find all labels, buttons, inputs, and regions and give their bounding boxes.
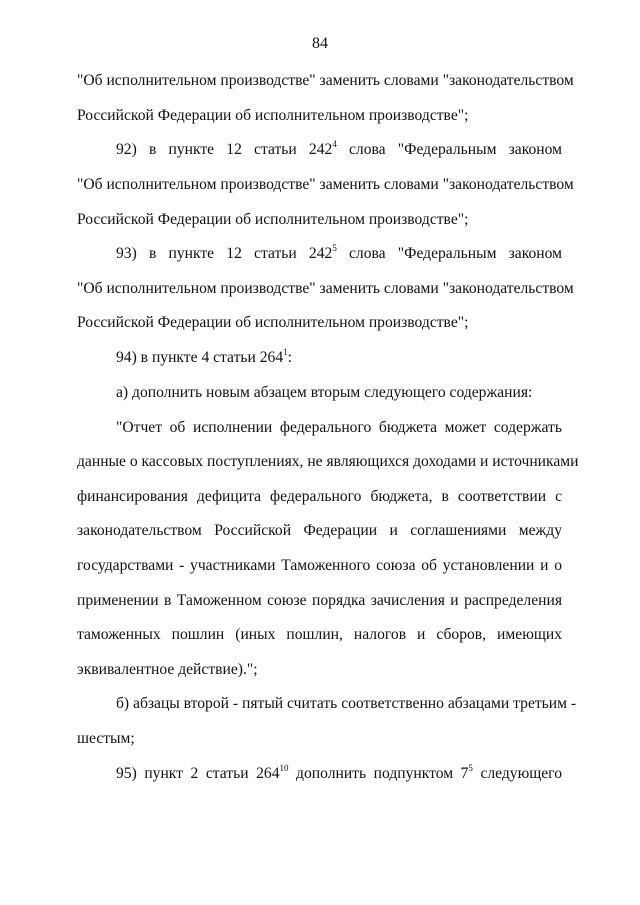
text-span: б) абзацы второй - пятый считать соответственно абзацами третьим - (116, 695, 577, 712)
text-line (77, 626, 562, 644)
text-span: Российской Федерации об исполнительном производстве"; (77, 107, 469, 124)
text-span: финансирования дефицита федерального бюджета, в соответствии с (77, 488, 562, 505)
text-span: 95) пункт 2 статьи $264^{10}$ дополнить подпунктом $7^5$ следующего (116, 762, 562, 782)
text-line (77, 730, 562, 748)
text-line (116, 695, 577, 713)
text-line (77, 280, 574, 298)
text-span: государствами - участниками Таможенного союза об установлении и о (77, 557, 562, 574)
text-line (77, 453, 579, 471)
text-span: данные о кассовых поступлениях, не являющихся доходами и источниками (77, 453, 579, 470)
text-line (77, 592, 562, 610)
superscript: 1 (283, 346, 288, 357)
text-line: 94) в пункте 4 статьи $264^1$: (116, 346, 292, 366)
text-line (77, 176, 574, 194)
text-line (77, 557, 562, 575)
text-line (77, 522, 562, 540)
text-span: "Отчет об исполнении федерального бюджета может содержать (116, 419, 562, 436)
text-line (77, 314, 562, 332)
text-line (116, 138, 563, 159)
text-span: таможенных пошлин (иных пошлин, налогов и сборов, имеющих (77, 626, 562, 643)
text-span: "Об исполнительном производстве" заменить словами "законодательством (77, 176, 574, 193)
text-span: эквивалентное действие)."; (77, 661, 258, 678)
page-number: 84 (312, 35, 328, 52)
text-line (77, 211, 562, 229)
text-span: 93) в пункте 12 статьи $242^5$ слова "Федеральным законом (116, 242, 563, 262)
text-line (77, 488, 562, 506)
text-line (116, 384, 562, 402)
text-line (77, 72, 574, 90)
superscript: 10 (279, 762, 289, 773)
text-span: законодательством Российской Федерации и соглашениями между (77, 522, 562, 539)
text-line (116, 419, 562, 437)
text-span: "Об исполнительном производстве" заменить словами "законодательством (77, 72, 574, 89)
superscript: 5 (332, 242, 337, 253)
text-line (116, 242, 563, 263)
text-span: "Об исполнительном производстве" заменить словами "законодательством (77, 280, 574, 297)
text-span: 92) в пункте 12 статьи $242^4$ слова "Федеральным законом (116, 138, 563, 158)
text-span: применении в Таможенном союзе порядка зачисления и распределения (77, 592, 562, 609)
text-span: а) дополнить новым абзацем вторым следующего содержания: (116, 384, 533, 401)
text-line (77, 661, 562, 679)
superscript: 5 (468, 762, 473, 773)
text-line (116, 762, 562, 783)
text-line (77, 107, 562, 125)
text-span: Российской Федерации об исполнительном производстве"; (77, 314, 469, 331)
text-span: шестым; (77, 730, 135, 747)
superscript: 4 (332, 138, 337, 149)
text-span: Российской Федерации об исполнительном производстве"; (77, 211, 469, 228)
